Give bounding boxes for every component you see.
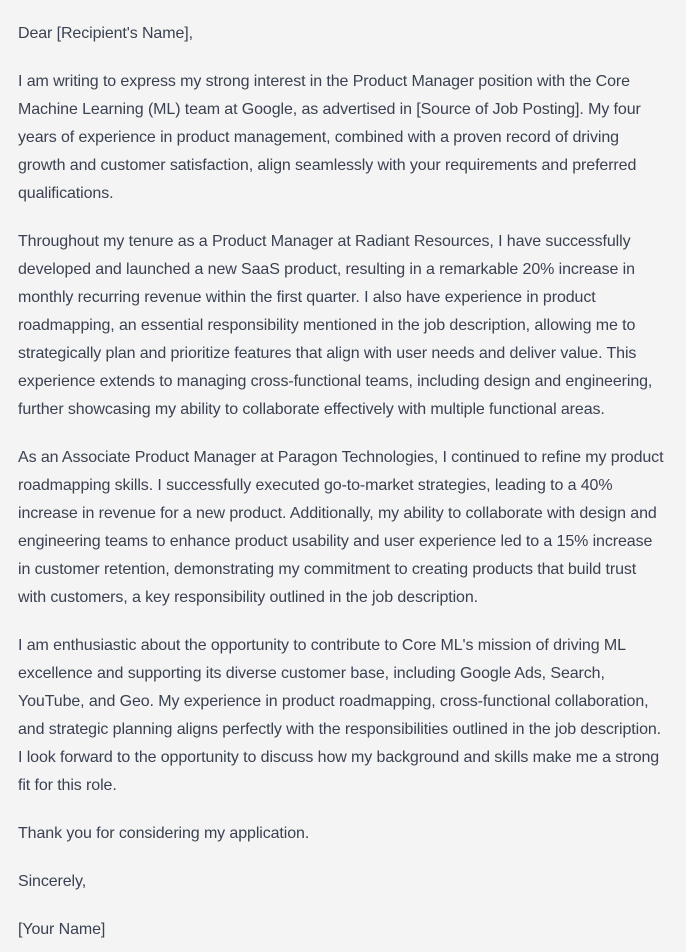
closing: Sincerely, bbox=[18, 873, 87, 890]
paragraph-intro: I am writing to express my strong interest in the Product Manager position with the Core Machine Learning (ML) team at Google, as advertised in [Source of Job Posting]. My four years of experience in product management, combined with a proven record of driving growth and customer satisfaction, align seamlessly with your requirements and preferred qualifications. bbox=[18, 73, 641, 202]
signature-placeholder: [Your Name] bbox=[18, 921, 106, 938]
paragraph-experience-radiant: Throughout my tenure as a Product Manager at Radiant Resources, I have successfully developed and launched a new SaaS product, resulting in a remarkable 20% increase in monthly recurring revenue within the first quarter. I also have experience in product roadmapping, an essential responsibility mentioned in the job description, allowing me to strategically plan and prioritize features that align with user needs and deliver value. This experience extends to managing cross-functional teams, including design and engineering, further showcasing my ability to collaborate effectively with multiple functional areas. bbox=[18, 233, 653, 418]
salutation: Dear [Recipient's Name], bbox=[18, 25, 193, 42]
paragraph-experience-paragon: As an Associate Product Manager at Paragon Technologies, I continued to refine my product roadmapping skills. I successfully executed go-to-market strategies, leading to a 40% increase in revenue for a new product. Additionally, my ability to collaborate with design and engineering teams to enhance product usability and user experience led to a 15% increase in customer retention, demonstrating my commitment to creating products that build trust with customers, a key responsibility outlined in the job description. bbox=[18, 449, 664, 606]
paragraph-enthusiasm: I am enthusiastic about the opportunity to contribute to Core ML's mission of driving ML excellence and supporting its diverse customer base, including Google Ads, Search, YouTube, and Geo. My experience in product roadmapping, cross-functional collaboration, and strategic planning aligns perfectly with the responsibilities outlined in the job description. I look forward to the opportunity to discuss how my background and skills make me a strong fit for this role. bbox=[18, 637, 662, 794]
paragraph-thanks: Thank you for considering my application. bbox=[18, 825, 310, 842]
